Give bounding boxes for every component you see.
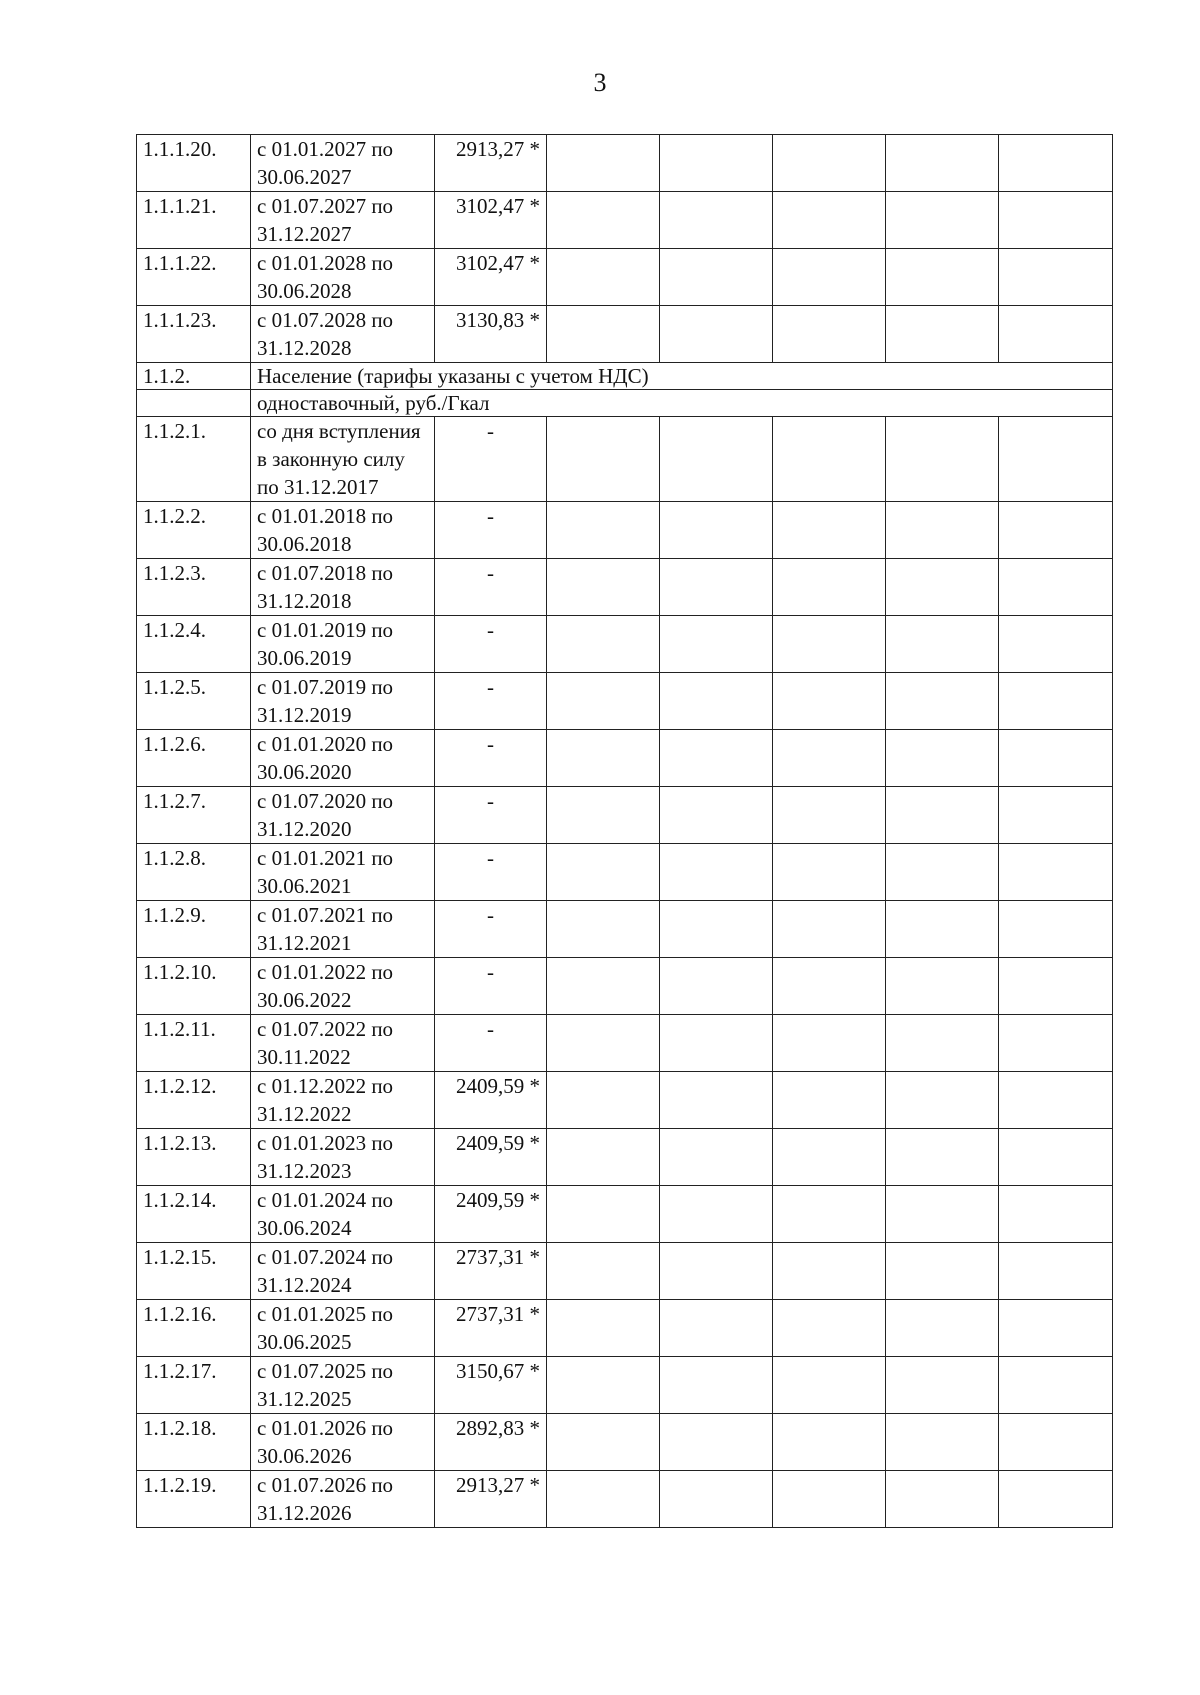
row-number: 1.1.2.6.: [137, 730, 251, 787]
empty-cell: [547, 673, 660, 730]
row-number: 1.1.2.7.: [137, 787, 251, 844]
empty-cell: [999, 135, 1113, 192]
table-row: [137, 1471, 1113, 1528]
empty-cell: [886, 616, 999, 673]
row-tariff-value: 2409,59 *: [435, 1129, 547, 1186]
row-tariff-value: 2409,59 *: [435, 1072, 547, 1129]
row-number: 1.1.2.15.: [137, 1243, 251, 1300]
row-period: с 01.01.2021 по 30.06.2021: [251, 844, 435, 901]
empty-cell: [773, 135, 886, 192]
empty-cell: [773, 901, 886, 958]
tariff-rows-bottom: [137, 417, 1113, 1528]
empty-cell: [999, 616, 1113, 673]
section-subtitle-empty-cell: [137, 390, 251, 417]
empty-cell: [773, 787, 886, 844]
empty-cell: [773, 192, 886, 249]
row-number: 1.1.2.13.: [137, 1129, 251, 1186]
row-tariff-value: -: [435, 730, 547, 787]
empty-cell: [886, 306, 999, 363]
empty-cell: [660, 730, 773, 787]
row-tariff-value: 3150,67 *: [435, 1357, 547, 1414]
empty-cell: [547, 787, 660, 844]
empty-cell: [660, 417, 773, 502]
empty-cell: [660, 844, 773, 901]
row-number: 1.1.1.20.: [137, 135, 251, 192]
empty-cell: [547, 1243, 660, 1300]
table-row: [137, 673, 1113, 730]
row-period: с 01.07.2021 по 31.12.2021: [251, 901, 435, 958]
row-tariff-value: -: [435, 1015, 547, 1072]
table-row: [137, 1414, 1113, 1471]
empty-cell: [547, 1015, 660, 1072]
empty-cell: [547, 1357, 660, 1414]
empty-cell: [999, 306, 1113, 363]
empty-cell: [773, 502, 886, 559]
row-period: с 01.01.2022 по 30.06.2022: [251, 958, 435, 1015]
empty-cell: [773, 1243, 886, 1300]
empty-cell: [886, 192, 999, 249]
row-tariff-value: 3130,83 *: [435, 306, 547, 363]
row-period: с 01.07.2028 по 31.12.2028: [251, 306, 435, 363]
empty-cell: [547, 559, 660, 616]
row-tariff-value: -: [435, 958, 547, 1015]
table-row: [137, 787, 1113, 844]
empty-cell: [999, 502, 1113, 559]
empty-cell: [547, 730, 660, 787]
empty-cell: [999, 901, 1113, 958]
row-period: с 01.01.2019 по 30.06.2019: [251, 616, 435, 673]
row-tariff-value: -: [435, 787, 547, 844]
empty-cell: [999, 1471, 1113, 1528]
empty-cell: [660, 502, 773, 559]
empty-cell: [999, 787, 1113, 844]
table-row: [137, 901, 1113, 958]
empty-cell: [660, 616, 773, 673]
empty-cell: [773, 1072, 886, 1129]
empty-cell: [999, 1015, 1113, 1072]
empty-cell: [999, 417, 1113, 502]
empty-cell: [660, 249, 773, 306]
row-number: 1.1.2.12.: [137, 1072, 251, 1129]
empty-cell: [773, 559, 886, 616]
empty-cell: [773, 306, 886, 363]
empty-cell: [999, 1357, 1113, 1414]
row-number: 1.1.2.2.: [137, 502, 251, 559]
empty-cell: [999, 730, 1113, 787]
tariff-rows-top: [137, 135, 1113, 363]
row-number: 1.1.2.11.: [137, 1015, 251, 1072]
empty-cell: [999, 673, 1113, 730]
row-tariff-value: 3102,47 *: [435, 249, 547, 306]
row-tariff-value: 2892,83 *: [435, 1414, 547, 1471]
row-period: с 01.01.2027 по 30.06.2027: [251, 135, 435, 192]
row-number: 1.1.2.18.: [137, 1414, 251, 1471]
row-number: 1.1.2.5.: [137, 673, 251, 730]
empty-cell: [773, 1129, 886, 1186]
empty-cell: [773, 1186, 886, 1243]
empty-cell: [886, 901, 999, 958]
row-period: с 01.07.2022 по 30.11.2022: [251, 1015, 435, 1072]
row-tariff-value: -: [435, 502, 547, 559]
empty-cell: [886, 673, 999, 730]
empty-cell: [547, 249, 660, 306]
empty-cell: [999, 192, 1113, 249]
empty-cell: [886, 958, 999, 1015]
empty-cell: [660, 1072, 773, 1129]
empty-cell: [660, 1243, 773, 1300]
row-period: с 01.07.2024 по 31.12.2024: [251, 1243, 435, 1300]
empty-cell: [547, 1129, 660, 1186]
empty-cell: [999, 844, 1113, 901]
table-row: [137, 417, 1113, 502]
empty-cell: [547, 1072, 660, 1129]
row-period: с 01.01.2026 по 30.06.2026: [251, 1414, 435, 1471]
row-period: с 01.01.2025 по 30.06.2025: [251, 1300, 435, 1357]
page-number: 3: [593, 68, 607, 97]
row-tariff-value: -: [435, 901, 547, 958]
table-row: [137, 1243, 1113, 1300]
row-period: с 01.01.2024 по 30.06.2024: [251, 1186, 435, 1243]
empty-cell: [886, 730, 999, 787]
empty-cell: [999, 249, 1113, 306]
empty-cell: [886, 559, 999, 616]
table-row: [137, 1129, 1113, 1186]
row-period: с 01.01.2028 по 30.06.2028: [251, 249, 435, 306]
row-tariff-value: 2737,31 *: [435, 1300, 547, 1357]
empty-cell: [547, 901, 660, 958]
empty-cell: [547, 1471, 660, 1528]
empty-cell: [999, 1129, 1113, 1186]
row-number: 1.1.2.3.: [137, 559, 251, 616]
table-row: [137, 1072, 1113, 1129]
section-header: [137, 363, 1113, 417]
table-row: [137, 192, 1113, 249]
empty-cell: [773, 958, 886, 1015]
empty-cell: [886, 1072, 999, 1129]
empty-cell: [547, 1300, 660, 1357]
empty-cell: [999, 1243, 1113, 1300]
empty-cell: [886, 502, 999, 559]
table-row: [137, 1300, 1113, 1357]
row-tariff-value: -: [435, 673, 547, 730]
empty-cell: [886, 1129, 999, 1186]
table-row: [137, 249, 1113, 306]
row-number: 1.1.1.23.: [137, 306, 251, 363]
row-period: со дня вступления в законную силу по 31.12.2017: [251, 417, 435, 502]
empty-cell: [547, 135, 660, 192]
row-tariff-value: 2737,31 *: [435, 1243, 547, 1300]
empty-cell: [547, 502, 660, 559]
empty-cell: [547, 417, 660, 502]
empty-cell: [547, 1186, 660, 1243]
empty-cell: [547, 192, 660, 249]
empty-cell: [547, 958, 660, 1015]
row-number: 1.1.1.22.: [137, 249, 251, 306]
row-period: с 01.07.2019 по 31.12.2019: [251, 673, 435, 730]
table-row: [137, 616, 1113, 673]
empty-cell: [547, 306, 660, 363]
row-number: 1.1.2.8.: [137, 844, 251, 901]
section-code: 1.1.2.: [137, 363, 251, 390]
empty-cell: [660, 1300, 773, 1357]
empty-cell: [773, 673, 886, 730]
section-title: Население (тарифы указаны с учетом НДС): [251, 363, 1113, 390]
table-row: [137, 1357, 1113, 1414]
table-row: [137, 1186, 1113, 1243]
empty-cell: [773, 1300, 886, 1357]
row-period: с 01.07.2026 по 31.12.2026: [251, 1471, 435, 1528]
row-number: 1.1.2.17.: [137, 1357, 251, 1414]
empty-cell: [660, 787, 773, 844]
table-row: [137, 958, 1113, 1015]
empty-cell: [886, 249, 999, 306]
row-period: с 01.07.2020 по 31.12.2020: [251, 787, 435, 844]
empty-cell: [999, 1300, 1113, 1357]
row-tariff-value: -: [435, 417, 547, 502]
empty-cell: [886, 844, 999, 901]
table-row: [137, 306, 1113, 363]
empty-cell: [773, 616, 886, 673]
empty-cell: [999, 958, 1113, 1015]
empty-cell: [660, 192, 773, 249]
empty-cell: [773, 1471, 886, 1528]
row-number: 1.1.2.16.: [137, 1300, 251, 1357]
row-number: 1.1.2.9.: [137, 901, 251, 958]
row-period: с 01.07.2027 по 31.12.2027: [251, 192, 435, 249]
row-period: с 01.01.2018 по 30.06.2018: [251, 502, 435, 559]
empty-cell: [660, 559, 773, 616]
empty-cell: [886, 1243, 999, 1300]
empty-cell: [660, 1186, 773, 1243]
empty-cell: [886, 1186, 999, 1243]
row-number: 1.1.2.10.: [137, 958, 251, 1015]
row-tariff-value: -: [435, 844, 547, 901]
empty-cell: [999, 1186, 1113, 1243]
empty-cell: [547, 1414, 660, 1471]
table-row: [137, 844, 1113, 901]
table-row: [137, 1015, 1113, 1072]
empty-cell: [886, 787, 999, 844]
table-row: [137, 135, 1113, 192]
empty-cell: [886, 1357, 999, 1414]
row-number: 1.1.1.21.: [137, 192, 251, 249]
row-number: 1.1.2.19.: [137, 1471, 251, 1528]
section-subtitle: одноставочный, руб./Гкал: [251, 390, 1113, 417]
table-row: [137, 559, 1113, 616]
row-tariff-value: -: [435, 559, 547, 616]
empty-cell: [660, 1129, 773, 1186]
empty-cell: [886, 417, 999, 502]
empty-cell: [547, 844, 660, 901]
row-tariff-value: 3102,47 *: [435, 192, 547, 249]
row-tariff-value: -: [435, 616, 547, 673]
empty-cell: [886, 1015, 999, 1072]
empty-cell: [886, 1471, 999, 1528]
empty-cell: [999, 1414, 1113, 1471]
empty-cell: [547, 616, 660, 673]
empty-cell: [660, 135, 773, 192]
row-number: 1.1.2.1.: [137, 417, 251, 502]
empty-cell: [660, 306, 773, 363]
empty-cell: [660, 958, 773, 1015]
empty-cell: [773, 1414, 886, 1471]
empty-cell: [660, 1015, 773, 1072]
row-period: с 01.07.2018 по 31.12.2018: [251, 559, 435, 616]
empty-cell: [773, 249, 886, 306]
empty-cell: [660, 901, 773, 958]
tariff-table: [136, 134, 1113, 1528]
row-tariff-value: 2913,27 *: [435, 1471, 547, 1528]
empty-cell: [660, 1357, 773, 1414]
empty-cell: [773, 1357, 886, 1414]
table-row: [137, 502, 1113, 559]
empty-cell: [660, 1414, 773, 1471]
empty-cell: [999, 559, 1113, 616]
empty-cell: [886, 1414, 999, 1471]
section-subtitle-row: [137, 390, 1113, 417]
row-number: 1.1.2.4.: [137, 616, 251, 673]
empty-cell: [886, 135, 999, 192]
empty-cell: [886, 1300, 999, 1357]
row-period: с 01.01.2020 по 30.06.2020: [251, 730, 435, 787]
empty-cell: [773, 1015, 886, 1072]
row-number: 1.1.2.14.: [137, 1186, 251, 1243]
empty-cell: [660, 673, 773, 730]
empty-cell: [773, 417, 886, 502]
empty-cell: [773, 844, 886, 901]
row-tariff-value: 2409,59 *: [435, 1186, 547, 1243]
empty-cell: [660, 1471, 773, 1528]
section-title-row: [137, 363, 1113, 390]
row-tariff-value: 2913,27 *: [435, 135, 547, 192]
empty-cell: [773, 730, 886, 787]
row-period: с 01.01.2023 по 31.12.2023: [251, 1129, 435, 1186]
table-row: [137, 730, 1113, 787]
empty-cell: [999, 1072, 1113, 1129]
row-period: с 01.07.2025 по 31.12.2025: [251, 1357, 435, 1414]
row-period: с 01.12.2022 по 31.12.2022: [251, 1072, 435, 1129]
